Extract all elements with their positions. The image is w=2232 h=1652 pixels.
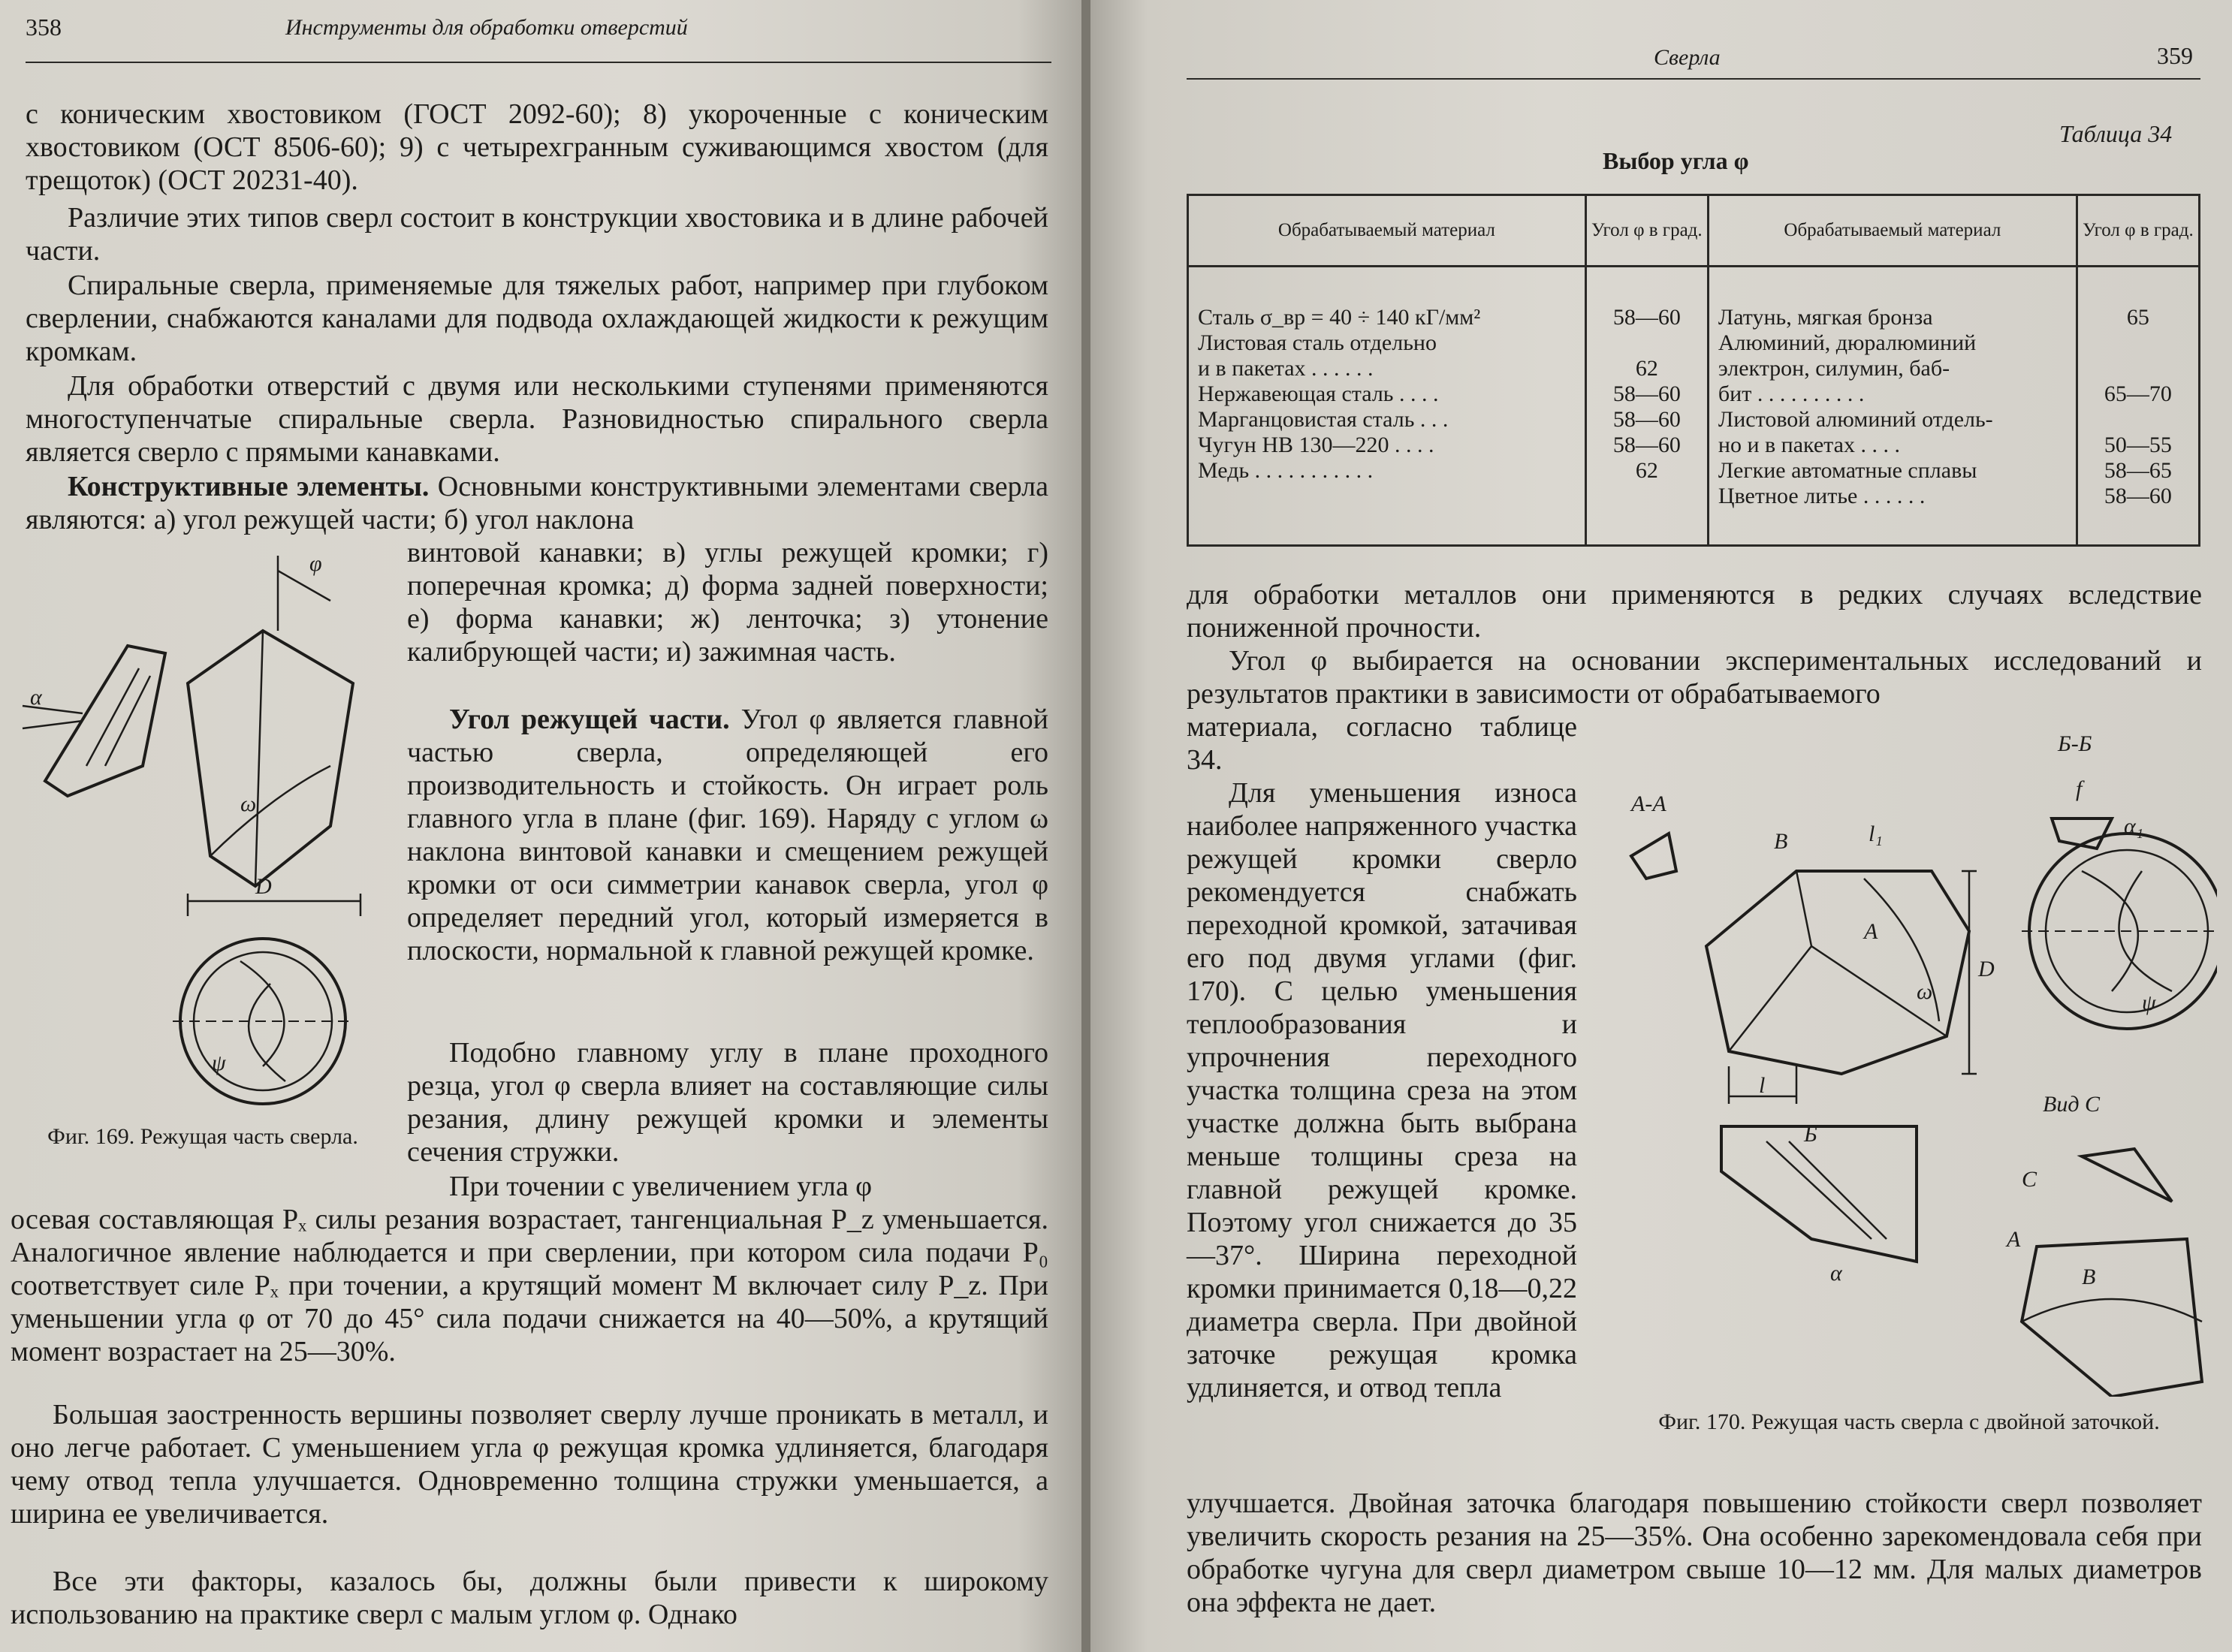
- table-column-angles-left: [1585, 267, 1708, 546]
- label-l: l: [1759, 1073, 1766, 1098]
- label-c: C: [2022, 1167, 2037, 1192]
- table-column-materials-left: [1188, 267, 1586, 546]
- table-cell: но и в пакетах . . . .: [1718, 433, 1900, 457]
- table-cell: 58—60: [2104, 484, 2172, 508]
- table-header: Угол φ в град.: [1585, 195, 1708, 267]
- table-cell: Чугун НВ 130—220 . . . .: [1198, 433, 1434, 457]
- label-l1: l₁: [1869, 821, 1883, 846]
- paragraph: Угол φ выбирается на основании экспериментальных исследований и результатов практики в зависимости от обрабатываемого: [1187, 645, 2202, 710]
- label-d-170: D: [1978, 957, 1995, 981]
- table-cell: Латунь, мягкая бронза: [1718, 305, 1933, 330]
- running-head-right: Сверла: [1654, 45, 1721, 70]
- table-cell: [2087, 330, 2189, 356]
- page-number-right: 359: [2157, 42, 2193, 69]
- drill-tip-view: [188, 631, 353, 886]
- label-phi: φ: [309, 551, 322, 576]
- paragraph: Различие этих типов сверл состоит в конструкции хвостовика и в длине рабочей части.: [26, 202, 1048, 267]
- header-rule-left: [26, 62, 1051, 63]
- drill-side-view: [45, 646, 165, 796]
- flute-lines: [86, 668, 150, 766]
- table-cell: Алюминий, дюралюминий: [1718, 330, 1977, 355]
- paragraph: материала, согласно таблице 34.: [1187, 711, 1577, 776]
- table-cell: Медь . . . . . . . . . . .: [1198, 458, 1374, 483]
- label-alpha-detail: α: [1830, 1261, 1842, 1286]
- paragraph: винтовой канавки; в) углы режущей кромки; г) поперечная кромка; д) форма задней поверхности; е) форма канавки; ж) ленточка; з) утонение калибрующей части; и) зажимная часть.: [407, 537, 1048, 668]
- angle-selection-table: [1187, 194, 2200, 547]
- label-psi: ψ: [212, 1051, 226, 1075]
- page-number-left: 358: [26, 14, 62, 41]
- header-rule-right: [1187, 78, 2200, 80]
- label-b: B: [1774, 829, 1788, 854]
- label-omega-170: ω: [1917, 979, 1933, 1004]
- table-cell: Цветное литье . . . . . .: [1718, 484, 1926, 508]
- table-cell: 62: [1635, 356, 1658, 381]
- running-head-left: Инструменты для обработки отверстий: [285, 15, 688, 40]
- paragraph: осевая составляющая Pₓ силы резания возрастает, тангенциальная P_z уменьшается. Аналогичное явление наблюдается и при сверлении, при котором сила подачи P₀ соответствует силе Pₓ при точении, а крутящий момент M включает силу P_z. При уменьшении угла φ от 70 до 45° сила подачи снижается на 40—50%, а крутящий момент возрастает на 25—30%.: [11, 1204, 1048, 1367]
- paragraph: Все эти факторы, казалось бы, должны были привести к широкому использованию на практике сверл с малым углом φ. Однако: [11, 1566, 1048, 1630]
- left-page: [0, 0, 1083, 1652]
- table-cell: Марганцовистая сталь . . .: [1198, 407, 1449, 432]
- view-c-shape: [2082, 1149, 2172, 1201]
- paragraph: [26, 470, 1048, 536]
- table-column-materials-right: [1708, 267, 2077, 546]
- dimension-d-170: [1962, 871, 1977, 1074]
- table-header: Обрабатываемый материал: [1188, 195, 1586, 267]
- table-cell: [2087, 356, 2189, 381]
- table-cell: 58—60: [1612, 433, 1681, 457]
- figure-170-caption: Фиг. 170. Режущая часть сверла с двойной заточкой.: [1658, 1409, 2160, 1434]
- label-psi-170: ψ: [2142, 990, 2156, 1015]
- table-cell: 65—70: [2104, 381, 2172, 406]
- drill-bottom-view: [2022, 1239, 2202, 1397]
- label-section-bb: Б-Б: [2058, 731, 2092, 756]
- table-cell: 58—60: [1612, 381, 1681, 406]
- section-text: Основными конструктивными элементами сверла являются: а) угол режущей части; б) угол наклона: [26, 471, 1048, 535]
- right-page: [1090, 0, 2232, 1652]
- label-alpha: α: [30, 685, 42, 710]
- table-cell: 62: [1635, 458, 1658, 483]
- drill-edges: [1729, 871, 1947, 1051]
- table-column-angles-right: [2077, 267, 2199, 546]
- section-aa-shape: [1631, 834, 1676, 879]
- drill-main-view: [1706, 871, 1969, 1074]
- paragraph: Спиральные сверла, применяемые для тяжелых работ, например при глубоком сверлении, снабжаются каналами для подвода охлаждающей жидкости к режущим кромкам.: [26, 270, 1048, 367]
- phi-angle-lines: [278, 556, 330, 631]
- table-cell: Сталь σ_вр = 40 ÷ 140 кГ/мм²: [1198, 305, 1481, 330]
- paragraph: с коническим хвостовиком (ГОСТ 2092-60); 8) укороченные с коническим хвостовиком (ОСТ 8506-60); 9) с четырехгранным суживающимся хвостом (для трещоток) (ОСТ 20231-40).: [26, 98, 1048, 196]
- table-cell: Листовой алюминий отдель-: [1718, 407, 1993, 432]
- table-cell: 50—55: [2104, 433, 2172, 457]
- table-cell: бит . . . . . . . . . .: [1718, 381, 1865, 406]
- paragraph: Большая заостренность вершины позволяет сверлу лучше проникать в металл, и оно легче работает. С уменьшением угла φ режущая кромка удлиняется, благодаря чему отвод тепла улучшается. Одновременно толщина стружки уменьшается, а ширина ее увеличивается.: [11, 1399, 1048, 1530]
- table-title: Выбор угла φ: [1603, 147, 1749, 174]
- section-heading: Конструктивные элементы.: [68, 471, 430, 502]
- label-alpha1: α₁: [2124, 814, 2144, 839]
- table-cell: 58—60: [1612, 407, 1681, 432]
- section-heading: Угол режущей части.: [449, 704, 730, 735]
- label-d: D: [255, 874, 272, 899]
- label-a-arrow: A: [1864, 919, 1878, 944]
- paragraph: Подобно главному углу в плане проходного резца, угол φ сверла влияет на составляющие силы резания, длину режущей кромки и элементы сечения стружки.: [407, 1037, 1048, 1168]
- label-b-bottom: B: [2082, 1265, 2096, 1289]
- paragraph: При точении с увеличением угла φ: [449, 1171, 873, 1202]
- label-f: f: [2076, 776, 2083, 801]
- table-cell: 58—60: [1612, 305, 1681, 330]
- label-a-view: A: [2007, 1227, 2021, 1252]
- label-view-c: Вид С: [2043, 1092, 2101, 1117]
- table-cell: [1596, 330, 1698, 356]
- paragraph: Для обработки отверстий с двумя или несколькими ступенями применяются многоступенчатые спиральные сверла. Разновидностью спирального сверла является сверло с прямыми канавками.: [26, 370, 1048, 468]
- figure-170-drill-drawing: [1616, 721, 2217, 1397]
- table-cell: 65: [2126, 305, 2149, 330]
- paragraph: [407, 703, 1048, 967]
- label-omega: ω: [240, 791, 257, 816]
- cutting-edges: [210, 631, 330, 886]
- section-text: Угол φ является главной частью сверла, определяющей его производительность и стойкость. Он играет роль главного угла в плане (фиг. 169). Наряду с углом ω наклона винтовой канавки и смещением режущей кромки от оси симметрии канавок сверла, угол φ определяет передний угол, который измеряется в плоскости, нормальной к главной режущей кромке.: [407, 704, 1048, 966]
- paragraph: улучшается. Двойная заточка благодаря повышению стойкости сверл позволяет увеличить скорость резания на 25—35%. Она особенно зарекомендовала себя при обработке чугуна для сверл диаметром свыше 10—12 мм. Для малых диаметров она эффекта не дает.: [1187, 1488, 2202, 1618]
- table-header: Обрабатываемый материал: [1708, 195, 2077, 267]
- table-cell: и в пакетах . . . . . .: [1198, 356, 1374, 381]
- table-cell: электрон, силумин, баб-: [1718, 356, 1950, 381]
- paragraph: Для уменьшения износа наиболее напряженного участка режущей кромки сверло рекомендуется снабжать переходной кромкой, затачивая его под двумя углами (фиг. 170). С целью уменьшения теплообразования и упрочнения переходного участка толщина среза на этом участке должна быть выбрана меньше толщины среза на главной режущей кромке. Поэтому угол снижается до 35—37°. Ширина переходной кромки принимается 0,18—0,22 диаметра сверла. При двойной заточке режущая кромка удлиняется, и отвод тепла: [1187, 777, 1577, 1403]
- table-cell: 58—65: [2104, 458, 2172, 483]
- table-cell: Листовая сталь отдельно: [1198, 330, 1437, 355]
- table-cell: Нержавеющая сталь . . . .: [1198, 381, 1439, 406]
- table-cell: Легкие автоматные сплавы: [1718, 458, 1977, 483]
- table-header: Угол φ в град.: [2077, 195, 2199, 267]
- dimension-d: [188, 894, 360, 916]
- figure-169-caption: Фиг. 169. Режущая часть сверла.: [47, 1124, 358, 1149]
- label-section-aa: А-А: [1631, 791, 1666, 816]
- figure-169-drill-drawing: [15, 541, 391, 1111]
- table-label: Таблица 34: [2059, 120, 2173, 147]
- label-b-detail: Б: [1804, 1122, 1817, 1147]
- table-cell: [2087, 407, 2189, 433]
- detail-view: [1721, 1126, 1917, 1262]
- paragraph: для обработки металлов они применяются в редких случаях вследствие пониженной прочности.: [1187, 579, 2202, 644]
